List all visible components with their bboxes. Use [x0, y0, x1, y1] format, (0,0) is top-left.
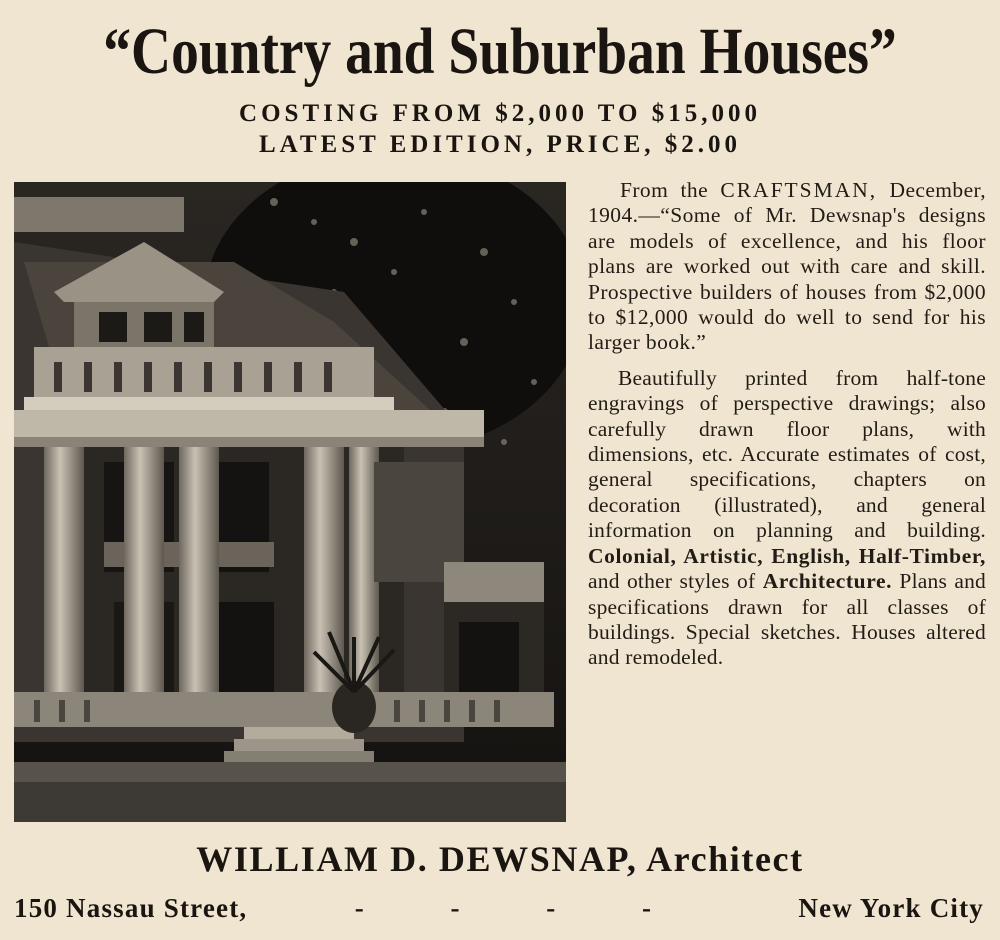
quote-source: CRAFTSMAN,: [720, 178, 878, 202]
ad-subtitle-cost: COSTING FROM $2,000 TO $15,000: [239, 100, 761, 127]
description-start: Beautifully printed from half-tone engravings of perspective drawings; also carefully drawn floor plans, with dimensions, etc. Accurate estimates of cost, general specifications, chapters on decoration (illustrated), and general information on planning and building.: [588, 365, 986, 543]
craftsman-quote: [588, 178, 986, 356]
ad-title: “Country and Suburban Houses”: [103, 15, 897, 88]
description-end: Plans and specifications drawn for all classes of buildings. Special sketches. Houses altered and remodeled.: [588, 569, 986, 670]
styles-bold: Colonial, Artistic, English, Half-Timber,: [588, 543, 986, 568]
ad-body-text: [588, 178, 986, 671]
street-address: 150 Nassau Street,: [14, 893, 248, 923]
city: New York City: [798, 893, 984, 923]
styles-rest: and other styles of: [588, 569, 756, 594]
book-description: [588, 366, 986, 671]
quote-intro: From the: [620, 178, 709, 202]
ad-subtitle-price: LATEST EDITION, PRICE, $2.00: [259, 131, 741, 158]
house-photograph: [14, 182, 566, 822]
architect-name: WILLIAM D. DEWSNAP, Architect: [196, 839, 804, 879]
architecture-bold: Architecture.: [762, 569, 893, 594]
quote-text: December, 1904.—“Some of Mr. Dewsnap's designs are models of excellence, and his floor plans are worked out with care and skill. Prospective builders of houses from $2,000 to $12,000 would do well to send for his larger book.”: [588, 178, 986, 355]
address-dashes: - - - -: [354, 893, 691, 923]
architect-address: [14, 893, 984, 924]
